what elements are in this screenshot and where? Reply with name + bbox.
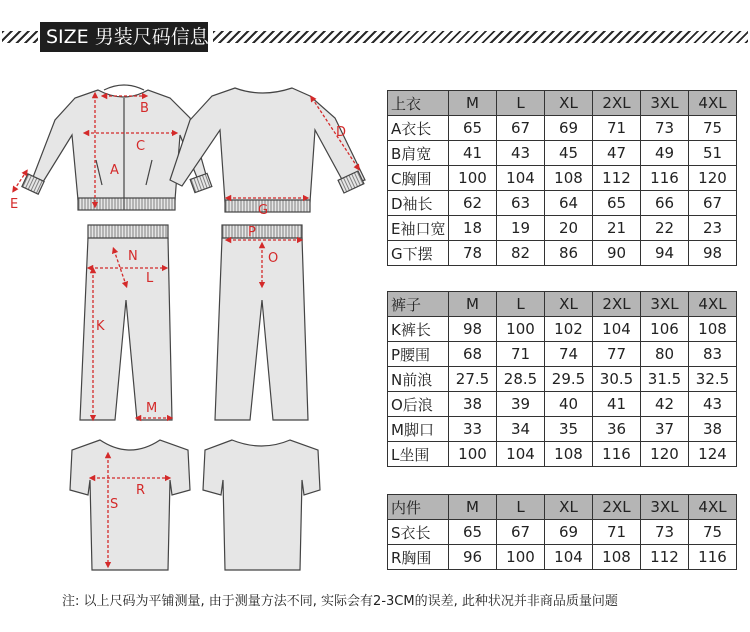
inner-size-table	[387, 494, 737, 570]
label-d: D	[336, 125, 347, 140]
pants-front-drawing	[80, 225, 172, 420]
table-cell: 34	[497, 417, 545, 442]
label-a: A	[110, 163, 119, 178]
table-cell: 32.5	[689, 367, 737, 392]
hatch-decoration-right	[213, 31, 748, 43]
table-cell: 21	[593, 216, 641, 241]
table-cell: 28.5	[497, 367, 545, 392]
label-n: N	[128, 249, 138, 264]
table-cell: 18	[449, 216, 497, 241]
column-header: 4XL	[689, 292, 737, 317]
column-header: 3XL	[641, 495, 689, 520]
label-c: C	[136, 139, 146, 154]
table-cell: 77	[593, 342, 641, 367]
table-cell: 45	[545, 141, 593, 166]
table-header-row	[388, 495, 737, 520]
table-cell: 20	[545, 216, 593, 241]
column-header: 2XL	[593, 91, 641, 116]
table-cell: 71	[593, 116, 641, 141]
table-cell: 22	[641, 216, 689, 241]
table-cell: 37	[641, 417, 689, 442]
table-cell: 108	[689, 317, 737, 342]
table-cell: 71	[497, 342, 545, 367]
label-e: E	[10, 197, 19, 212]
row-label: L坐围	[388, 442, 449, 467]
table-cell: 38	[449, 392, 497, 417]
column-header: 2XL	[593, 495, 641, 520]
row-label: S衣长	[388, 520, 449, 545]
row-label: G下摆	[388, 241, 449, 266]
table-cell: 116	[593, 442, 641, 467]
table-cell: 80	[641, 342, 689, 367]
table-cell: 100	[497, 545, 545, 570]
table-cell: 106	[641, 317, 689, 342]
table-cell: 104	[497, 166, 545, 191]
column-header: M	[449, 495, 497, 520]
table-cell: 98	[689, 241, 737, 266]
table-cell: 104	[545, 545, 593, 570]
row-label: E袖口宽	[388, 216, 449, 241]
column-header: L	[497, 292, 545, 317]
column-header: 上衣	[388, 91, 449, 116]
table-row	[388, 442, 737, 467]
table-row	[388, 417, 737, 442]
table-cell: 75	[689, 116, 737, 141]
table-cell: 86	[545, 241, 593, 266]
table-cell: 104	[497, 442, 545, 467]
table-cell: 102	[545, 317, 593, 342]
table-cell: 64	[545, 191, 593, 216]
table-row	[388, 342, 737, 367]
table-cell: 29.5	[545, 367, 593, 392]
table-row	[388, 216, 737, 241]
row-label: M脚口	[388, 417, 449, 442]
column-header: M	[449, 292, 497, 317]
table-row	[388, 191, 737, 216]
label-b: B	[140, 101, 149, 116]
row-label: N前浪	[388, 367, 449, 392]
table-cell: 68	[449, 342, 497, 367]
table-cell: 90	[593, 241, 641, 266]
row-label: D袖长	[388, 191, 449, 216]
table-cell: 67	[497, 116, 545, 141]
table-cell: 67	[689, 191, 737, 216]
table-row	[388, 116, 737, 141]
table-cell: 82	[497, 241, 545, 266]
label-k: K	[96, 319, 105, 334]
table-cell: 49	[641, 141, 689, 166]
column-header: 3XL	[641, 91, 689, 116]
pants-size-table	[387, 291, 737, 467]
table-cell: 112	[641, 545, 689, 570]
table-cell: 36	[593, 417, 641, 442]
table-row	[388, 141, 737, 166]
table-cell: 108	[545, 442, 593, 467]
table-cell: 108	[545, 166, 593, 191]
table-cell: 94	[641, 241, 689, 266]
label-g: G	[258, 203, 269, 218]
label-s: S	[110, 497, 119, 512]
table-cell: 67	[497, 520, 545, 545]
table-cell: 100	[449, 166, 497, 191]
table-cell: 43	[497, 141, 545, 166]
column-header: 4XL	[689, 91, 737, 116]
label-l: L	[146, 271, 154, 286]
garment-diagram	[0, 60, 380, 580]
row-label: B肩宽	[388, 141, 449, 166]
column-header: 3XL	[641, 292, 689, 317]
column-header: 2XL	[593, 292, 641, 317]
table-cell: 43	[689, 392, 737, 417]
table-cell: 47	[593, 141, 641, 166]
row-label: P腰围	[388, 342, 449, 367]
table-cell: 63	[497, 191, 545, 216]
label-m: M	[146, 401, 158, 416]
table-cell: 120	[641, 442, 689, 467]
pants-back-drawing	[215, 225, 308, 420]
table-row	[388, 392, 737, 417]
label-p: P	[248, 225, 256, 240]
row-label: A衣长	[388, 116, 449, 141]
table-row	[388, 520, 737, 545]
label-o: O	[268, 251, 279, 266]
table-cell: 51	[689, 141, 737, 166]
page-title: SIZE 男装尺码信息	[40, 22, 208, 52]
table-cell: 116	[641, 166, 689, 191]
table-cell: 73	[641, 116, 689, 141]
table-cell: 31.5	[641, 367, 689, 392]
jacket-back-drawing	[170, 88, 365, 212]
table-cell: 116	[689, 545, 737, 570]
table-cell: 120	[689, 166, 737, 191]
table-cell: 104	[593, 317, 641, 342]
column-header: M	[449, 91, 497, 116]
table-header-row	[388, 91, 737, 116]
column-header: 裤子	[388, 292, 449, 317]
hatch-decoration-left	[2, 31, 38, 43]
table-row	[388, 317, 737, 342]
table-cell: 69	[545, 520, 593, 545]
table-cell: 35	[545, 417, 593, 442]
table-cell: 27.5	[449, 367, 497, 392]
table-cell: 65	[449, 520, 497, 545]
table-cell: 73	[641, 520, 689, 545]
table-row	[388, 166, 737, 191]
table-cell: 69	[545, 116, 593, 141]
table-cell: 41	[449, 141, 497, 166]
table-cell: 19	[497, 216, 545, 241]
table-cell: 112	[593, 166, 641, 191]
table-cell: 65	[449, 116, 497, 141]
table-cell: 38	[689, 417, 737, 442]
table-cell: 65	[593, 191, 641, 216]
column-header: L	[497, 91, 545, 116]
table-cell: 66	[641, 191, 689, 216]
table-cell: 100	[497, 317, 545, 342]
table-cell: 71	[593, 520, 641, 545]
table-cell: 30.5	[593, 367, 641, 392]
row-label: K裤长	[388, 317, 449, 342]
table-cell: 74	[545, 342, 593, 367]
column-header: L	[497, 495, 545, 520]
header-bar	[0, 22, 750, 52]
table-cell: 40	[545, 392, 593, 417]
table-cell: 98	[449, 317, 497, 342]
column-header: XL	[545, 495, 593, 520]
table-cell: 42	[641, 392, 689, 417]
table-cell: 23	[689, 216, 737, 241]
column-header: XL	[545, 292, 593, 317]
table-cell: 62	[449, 191, 497, 216]
table-header-row	[388, 292, 737, 317]
table-cell: 96	[449, 545, 497, 570]
label-r: R	[136, 483, 146, 498]
table-cell: 41	[593, 392, 641, 417]
table-cell: 108	[593, 545, 641, 570]
table-row	[388, 241, 737, 266]
row-label: O后浪	[388, 392, 449, 417]
measurement-note: 注: 以上尺码为平铺测量, 由于测量方法不同, 实际会有2-3CM的误差, 此种状况并非商品质量问题	[62, 594, 618, 609]
table-cell: 83	[689, 342, 737, 367]
table-cell: 124	[689, 442, 737, 467]
table-cell: 39	[497, 392, 545, 417]
table-cell: 33	[449, 417, 497, 442]
column-header: 4XL	[689, 495, 737, 520]
column-header: XL	[545, 91, 593, 116]
table-row	[388, 367, 737, 392]
jacket-size-table	[387, 90, 737, 266]
tshirt-front-drawing	[70, 440, 190, 570]
table-row	[388, 545, 737, 570]
table-cell: 100	[449, 442, 497, 467]
table-cell: 75	[689, 520, 737, 545]
row-label: C胸围	[388, 166, 449, 191]
column-header: 内件	[388, 495, 449, 520]
table-cell: 78	[449, 241, 497, 266]
row-label: R胸围	[388, 545, 449, 570]
tshirt-back-drawing	[203, 440, 320, 570]
